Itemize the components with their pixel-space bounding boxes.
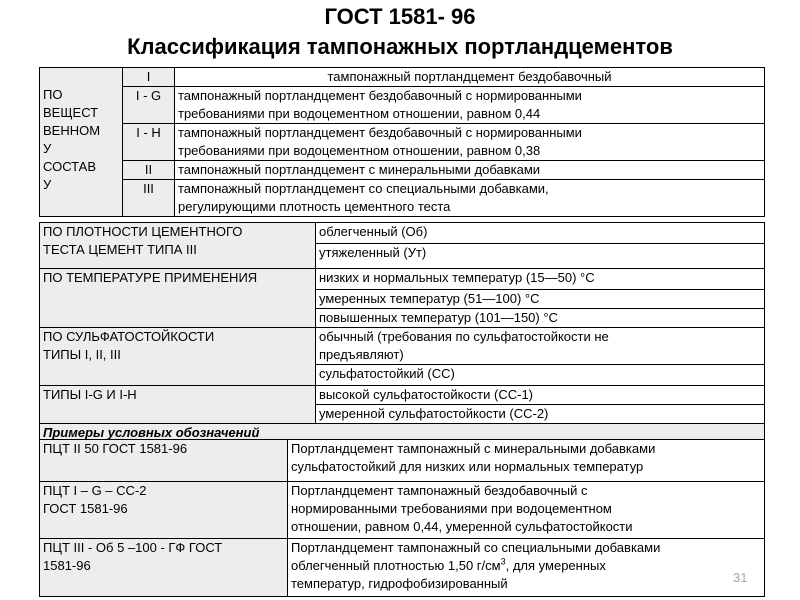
- property-value: повышенных температур (101—150) °С: [316, 309, 765, 328]
- example-description: Портландцемент тампонажный бездобавочный с нормированными требованиями при водоцементном отношении, равном 0,44, умеренной сульфатостойкости: [288, 482, 765, 539]
- page-title: ГОСТ 1581- 96: [324, 4, 476, 29]
- page-subtitle: Классификация тампонажных портландцементов: [127, 34, 673, 59]
- composition-label: ПО ВЕЩЕСТ ВЕННОМ У СОСТАВ У: [40, 68, 123, 217]
- type-description: тампонажный портландцемент со специальными добавками, регулирующими плотность цементного теста: [175, 180, 765, 217]
- type-code: I - G: [123, 87, 175, 124]
- property-value: сульфатостойкий (СС): [316, 365, 765, 386]
- type-description: тампонажный портландцемент бездобавочный: [175, 68, 765, 87]
- example-code: ПЦТ II 50 ГОСТ 1581-96: [40, 440, 288, 482]
- density-label: ПО ПЛОТНОСТИ ЦЕМЕНТНОГО ТЕСТА ЦЕМЕНТ ТИПА III: [40, 223, 316, 269]
- examples-header: Примеры условных обозначений: [40, 424, 765, 443]
- temperature-label: ПО ТЕМПЕРАТУРЕ ПРИМЕНЕНИЯ: [40, 269, 316, 328]
- type-code: III: [123, 180, 175, 217]
- property-value: низких и нормальных температур (15—50) °С: [316, 269, 765, 290]
- type-code: I: [123, 68, 175, 87]
- type-code: II: [123, 161, 175, 180]
- sulfate-label: ПО СУЛЬФАТОСТОЙКОСТИ ТИПЫ I, II, III: [40, 328, 316, 386]
- composition-table: [39, 67, 765, 217]
- slide-number: 31: [733, 570, 748, 585]
- property-value: умеренных температур (51—100) °С: [316, 290, 765, 309]
- property-value: высокой сульфатостойкости (СС-1): [316, 386, 765, 405]
- property-value: обычный (требования по сульфатостойкости не предъявляют): [316, 328, 765, 365]
- example-description: Портландцемент тампонажный со специальными добавками облегченный плотностью 1,50 $г/см^3$, для умеренных температур, гидрофобизированный: [288, 539, 765, 597]
- examples-table: [39, 439, 765, 597]
- property-value: утяжеленный (Ут): [316, 244, 765, 269]
- type-description: тампонажный портландцемент с минеральными добавками: [175, 161, 765, 180]
- properties-table: [39, 222, 765, 443]
- example-code: ПЦТ III - Об 5 –100 - ГФ ГОСТ 1581-96: [40, 539, 288, 597]
- type-description: тампонажный портландцемент бездобавочный с нормированными требованиями при водоцементном отношении, равном 0,38: [175, 124, 765, 161]
- type-code: I - H: [123, 124, 175, 161]
- types-ig-ih-label: ТИПЫ I-G И I-H: [40, 386, 316, 424]
- type-description: тампонажный портландцемент бездобавочный с нормированными требованиями при водоцементном отношении, равном 0,44: [175, 87, 765, 124]
- property-value: умеренной сульфатостойкости (СС-2): [316, 405, 765, 424]
- example-description: Портландцемент тампонажный с минеральными добавками сульфатостойкий для низких или нормальных температур: [288, 440, 765, 482]
- example-code: ПЦТ I – G – CC-2 ГОСТ 1581-96: [40, 482, 288, 539]
- property-value: облегченный (Об): [316, 223, 765, 244]
